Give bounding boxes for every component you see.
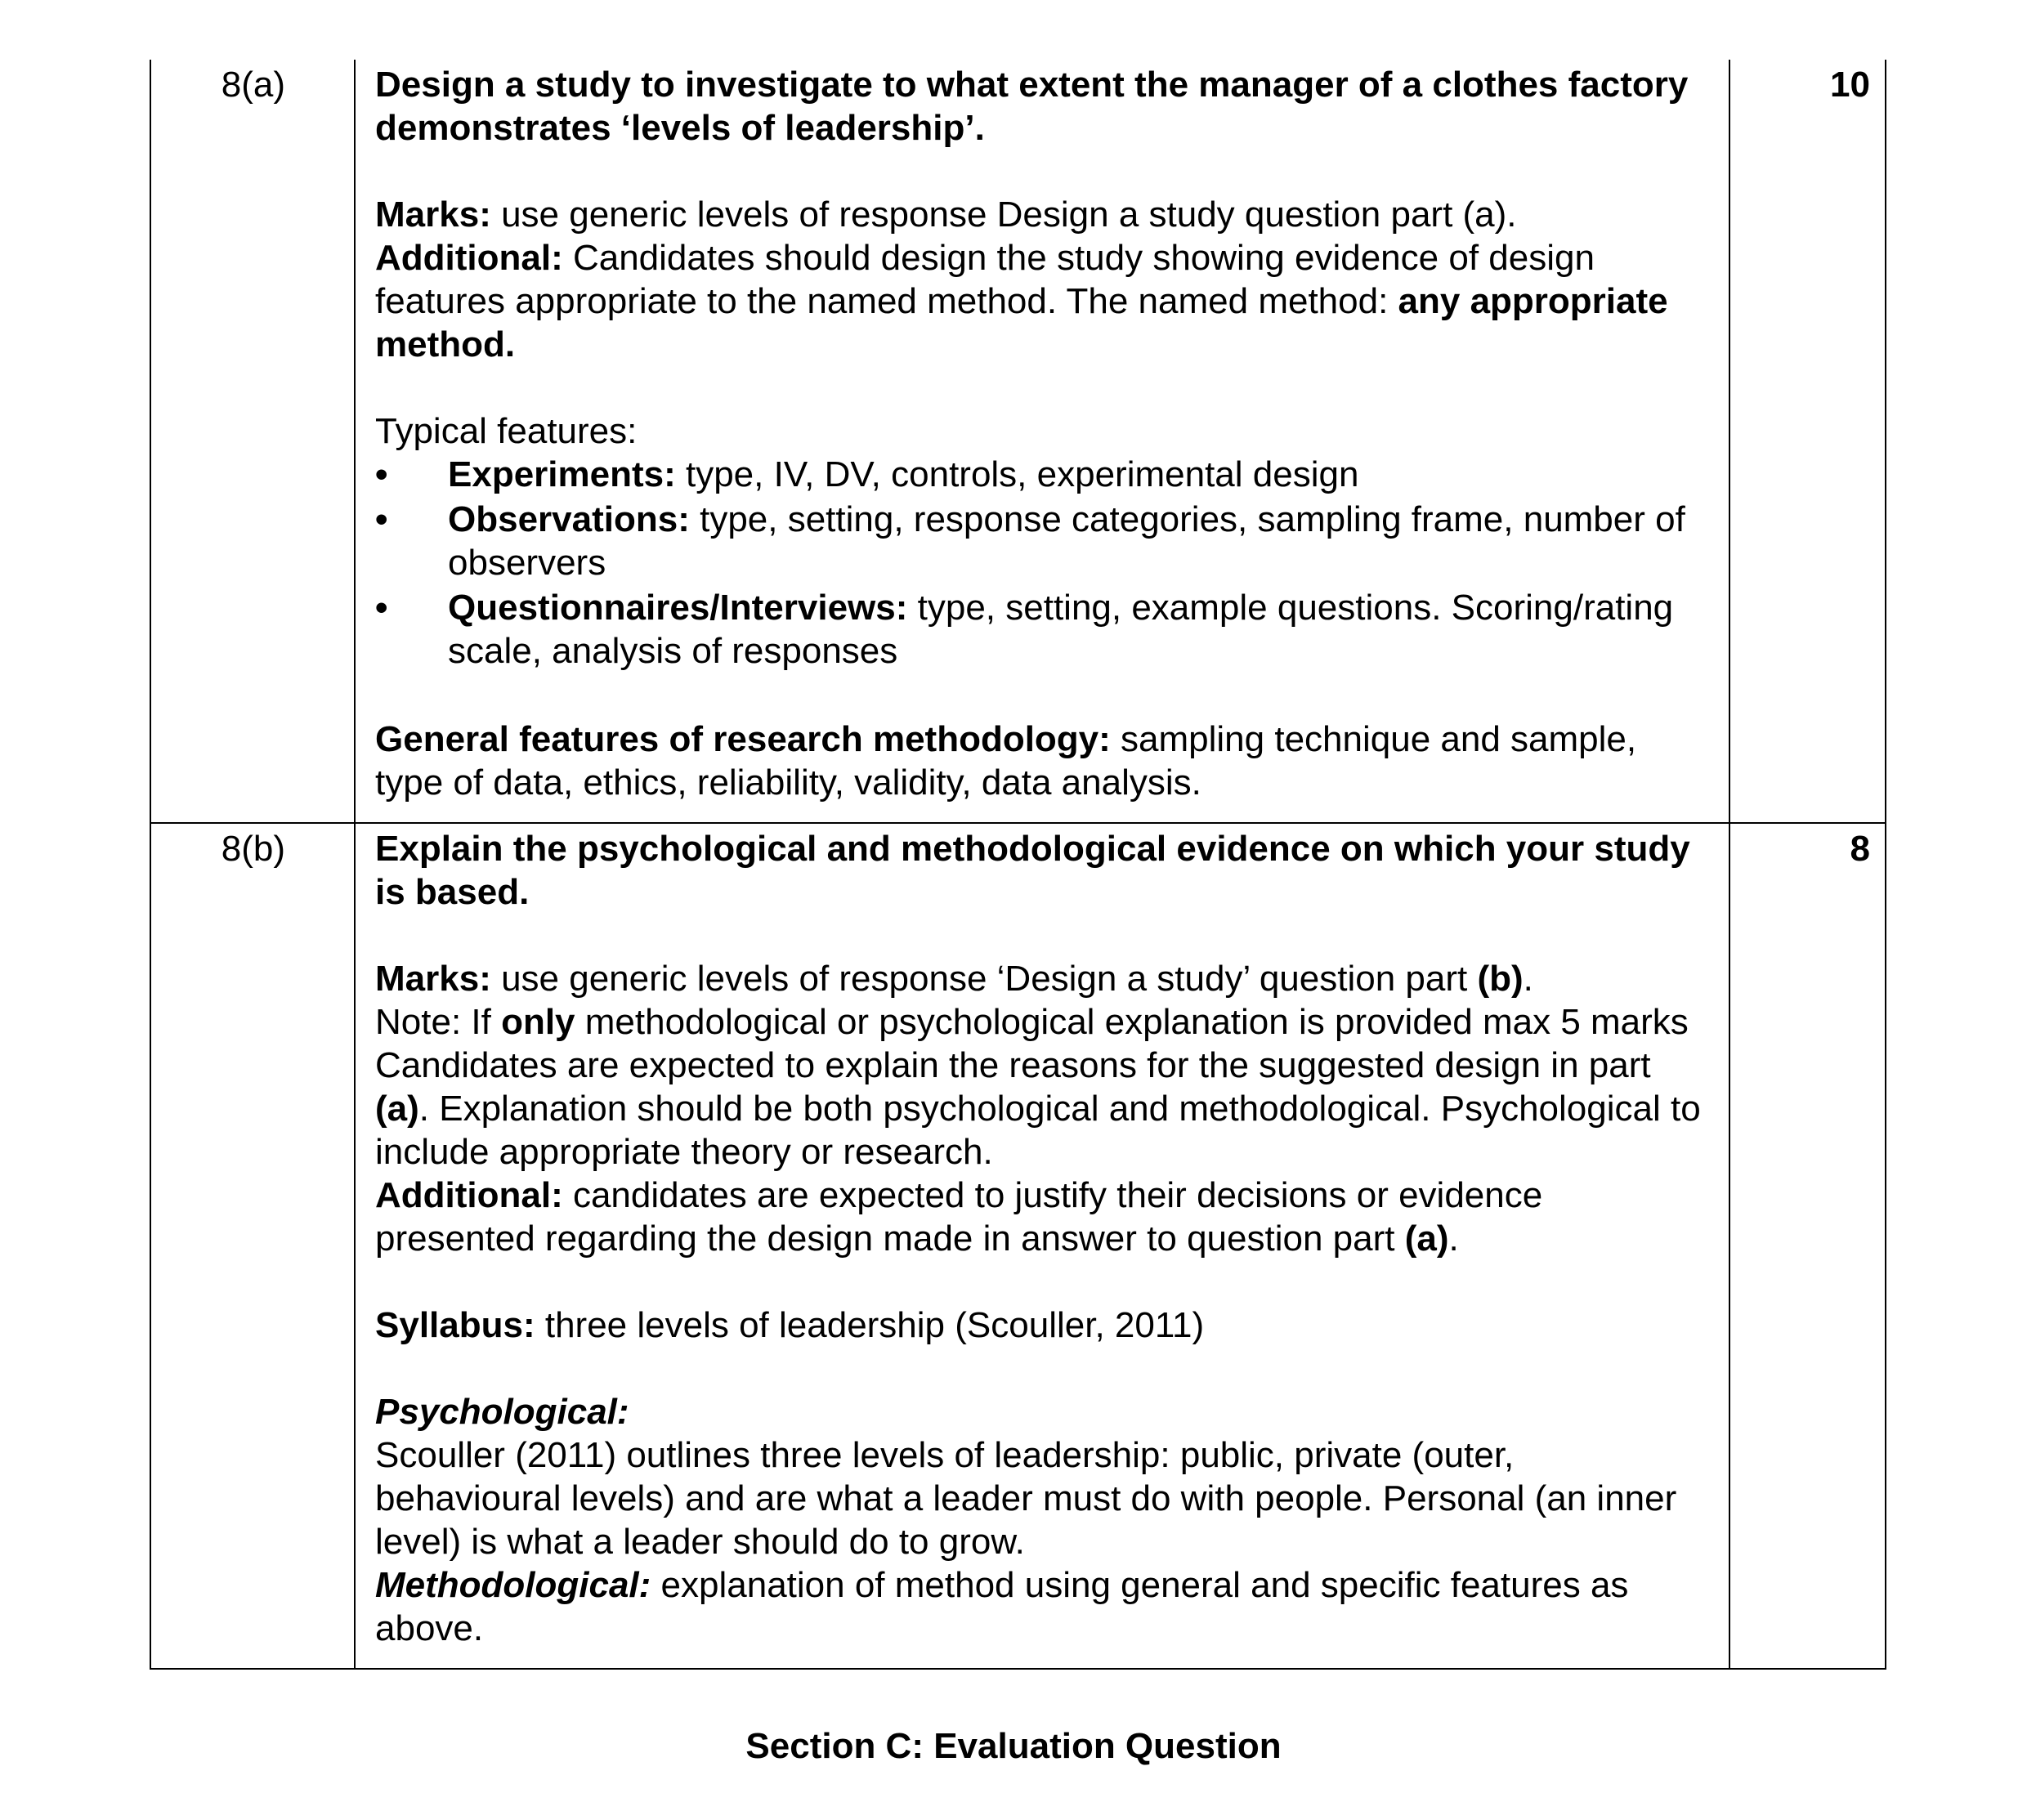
list-item: • Observations: type, setting, response categories, sampling frame, number of observers	[375, 499, 1685, 583]
note-text: Note: If only methodological or psychological explanation is provided max 5 marks	[375, 1002, 1689, 1042]
table-row	[150, 60, 1886, 823]
answer-cell	[355, 60, 1729, 823]
typical-features-label: Typical features:	[375, 411, 638, 451]
list-item: • Experiments: type, IV, DV, controls, experimental design	[375, 454, 1359, 494]
general-features: General features of research methodology: sampling technique and sample, type of data, ethics, reliability, validity, data analysis.	[375, 719, 1637, 803]
answer-cell	[355, 823, 1729, 1669]
methodological-text: Methodological: explanation of method using general and specific features as above.	[375, 1565, 1629, 1648]
marks-value: 8	[1729, 823, 1886, 1669]
expected-text: Candidates are expected to explain the reasons for the suggested design in part (a). Explanation should be both psychological and methodological. Psychological to include appropriate theory or research.	[375, 1045, 1701, 1172]
syllabus-text: Syllabus: three levels of leadership (Scouller, 2011)	[375, 1305, 1205, 1345]
question-number: 8(b)	[150, 823, 355, 1669]
marks-guidance: Marks: use generic levels of response ‘Design a study’ question part (b).	[375, 959, 1533, 999]
typical-features-list	[375, 453, 1707, 673]
section-title: Section C: Evaluation Question	[745, 1726, 1282, 1766]
psychological-text: Scouller (2011) outlines three levels of leadership: public, private (outer, behavioural levels) and are what a leader must do with people. Personal (an inner level) is what a leader should do to grow.	[375, 1435, 1677, 1562]
additional-guidance: Additional: candidates are expected to justify their decisions or evidence presented regarding the design made in answer to question part (a).	[375, 1175, 1543, 1259]
psychological-heading: Psychological:	[375, 1392, 629, 1432]
mark-scheme-table	[150, 60, 1886, 1670]
table-row	[150, 823, 1886, 1669]
question-number: 8(a)	[150, 60, 355, 823]
marks-value: 10	[1729, 60, 1886, 823]
question-text: Explain the psychological and methodological evidence on which your study is based.	[375, 829, 1690, 912]
additional-guidance: Additional: Candidates should design the study showing evidence of design features appropriate to the named method. The named method: any appropriate method.	[375, 238, 1668, 364]
marks-guidance: Marks: use generic levels of response Design a study question part (a).	[375, 195, 1517, 235]
question-text: Design a study to investigate to what extent the manager of a clothes factory demonstrates ‘levels of leadership’.	[375, 65, 1689, 148]
list-item: • Questionnaires/Interviews: type, setting, example questions. Scoring/rating scale, analysis of responses	[375, 588, 1674, 671]
